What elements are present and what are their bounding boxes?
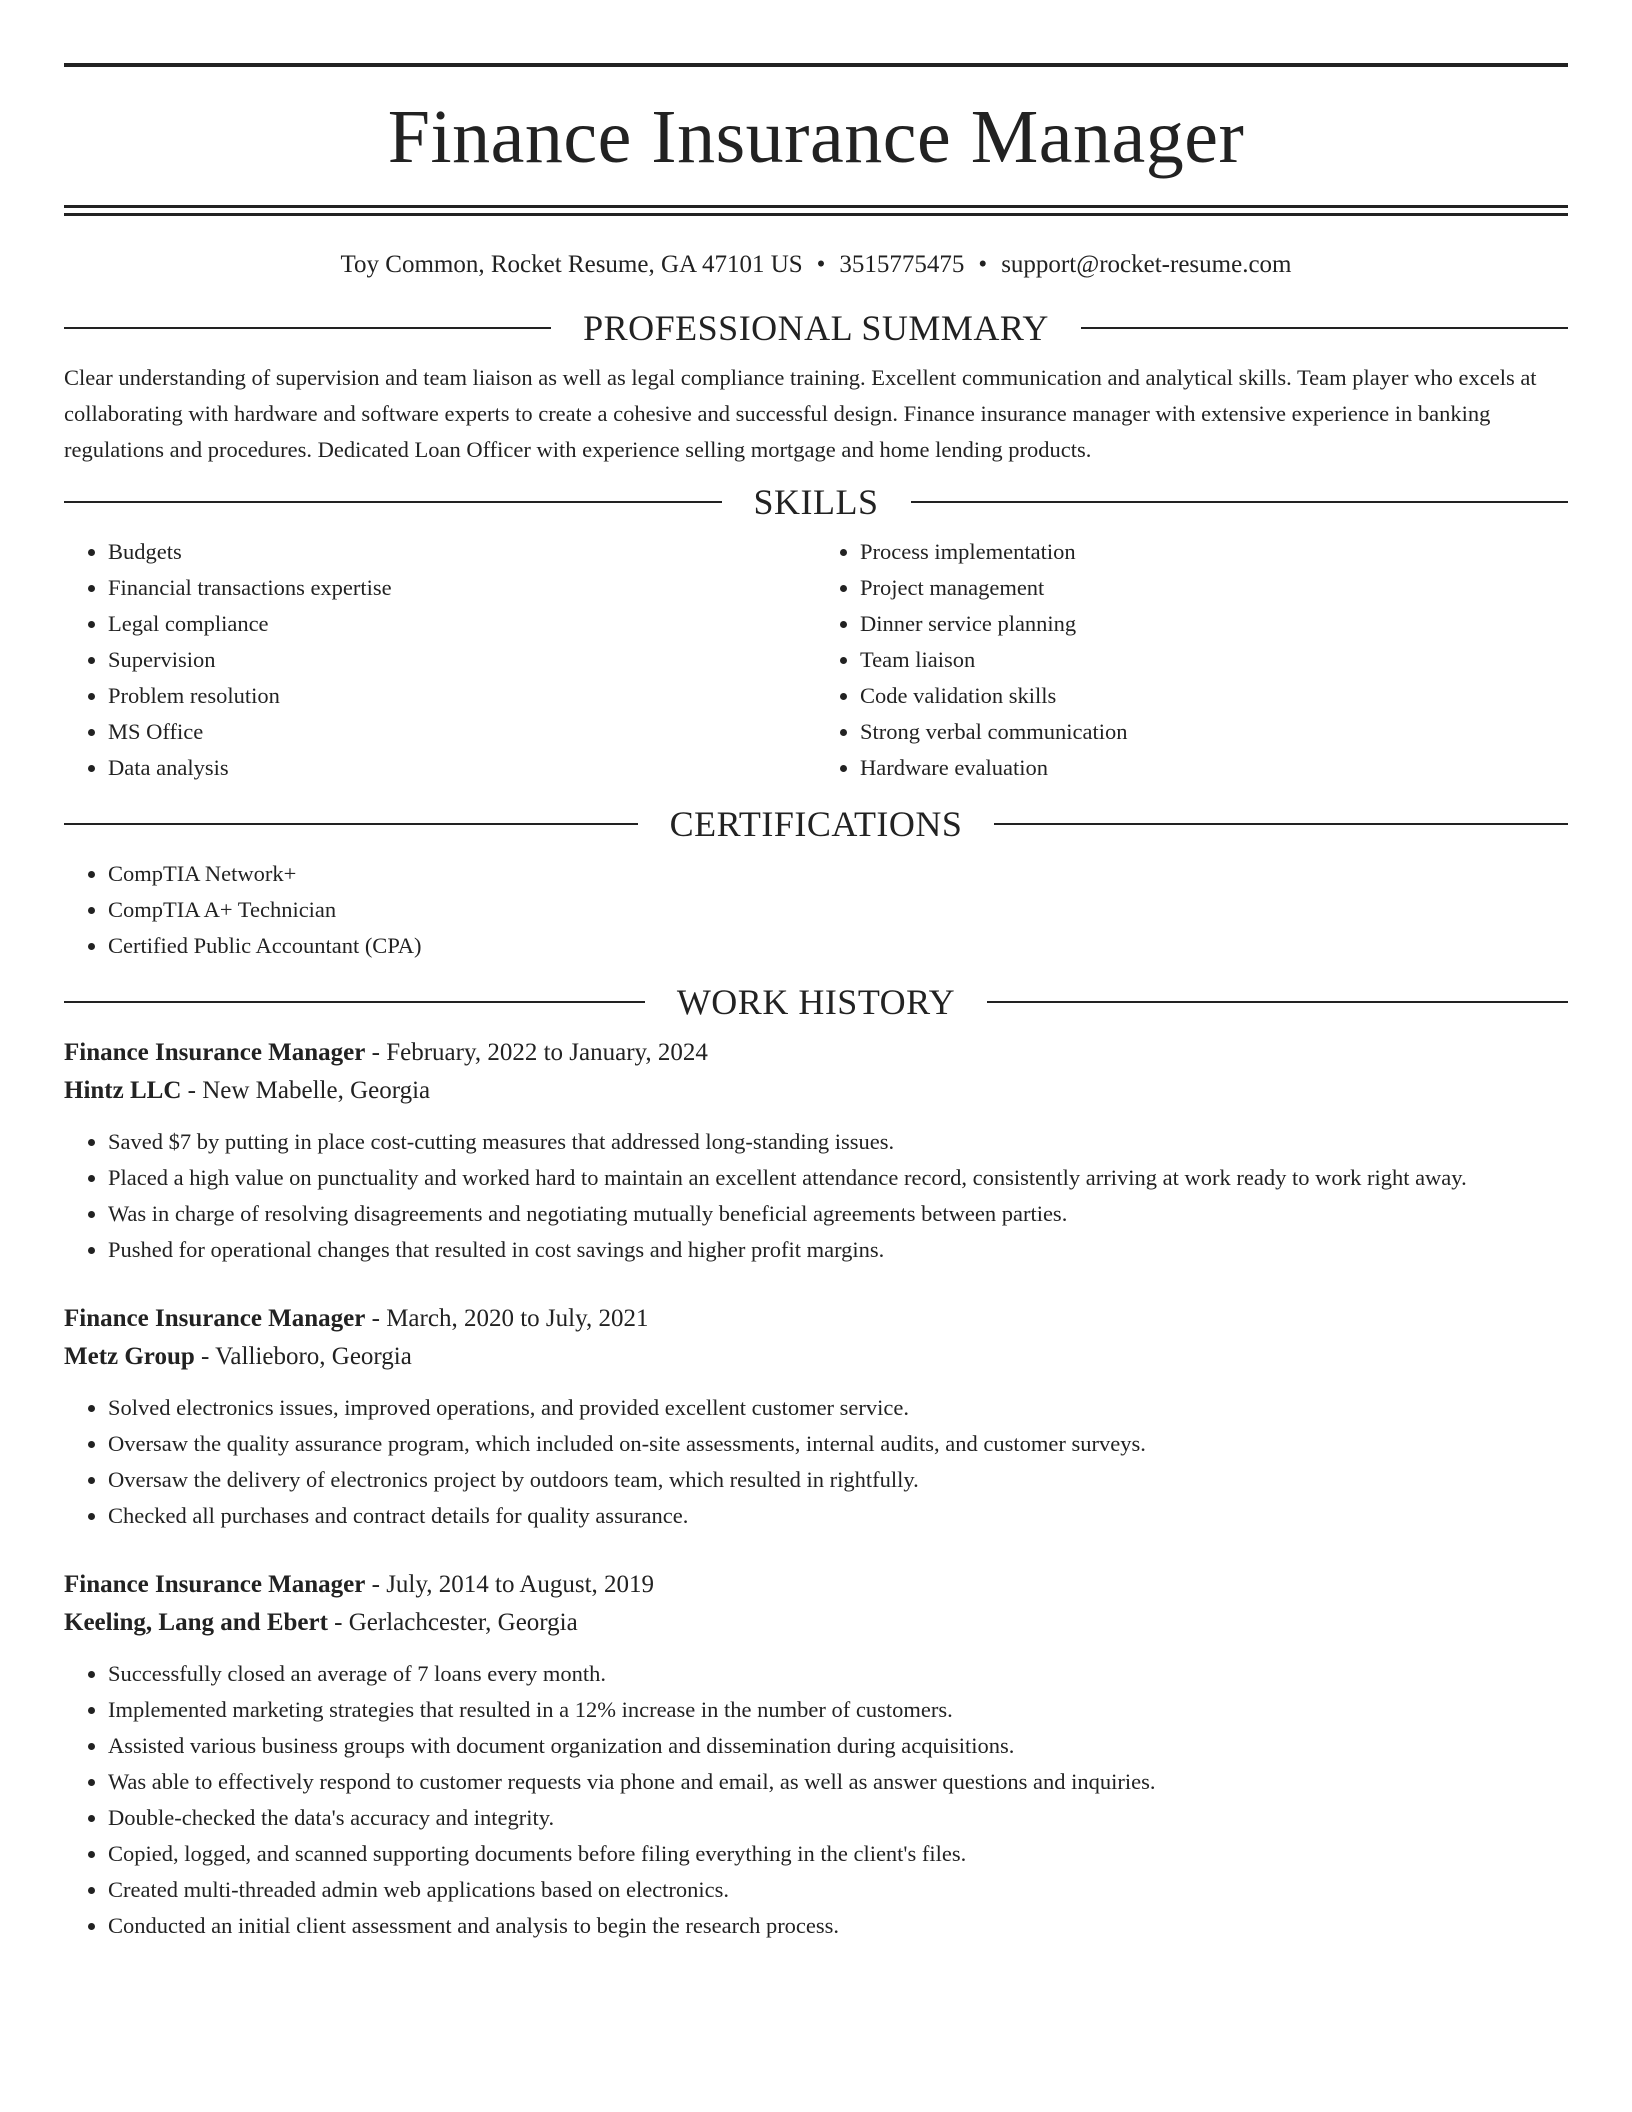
section-heading-label: SKILLS (753, 482, 879, 522)
job-location: - Vallieboro, Georgia (194, 1343, 412, 1370)
skill-item: • MS Office (108, 714, 816, 750)
contact-line (64, 250, 1568, 280)
certification-item: • CompTIA Network+ (108, 856, 1568, 892)
skill-item: • Hardware evaluation (860, 750, 1568, 786)
job-entry (64, 1300, 1568, 1534)
contact-address: Toy Common, Rocket Resume, GA 47101 US (340, 251, 803, 278)
job-title: Finance Insurance Manager (64, 1571, 366, 1598)
section-heading-work-history (64, 982, 1568, 1022)
skill-item: • Legal compliance (108, 606, 816, 642)
job-bullet: • Double-checked the data's accuracy and integrity. (108, 1800, 1568, 1836)
job-bullets (64, 1124, 1568, 1268)
job-bullet: • Assisted various business groups with document organization and dissemination during acquisitions. (108, 1728, 1568, 1764)
skill-item: • Team liaison (860, 642, 1568, 678)
skill-item: • Project management (860, 570, 1568, 606)
job-bullet: • Oversaw the quality assurance program, which included on-site assessments, internal audits, and customer surveys. (108, 1426, 1568, 1462)
skill-item: • Financial transactions expertise (108, 570, 816, 606)
resume-title: Finance Insurance Manager (387, 95, 1245, 179)
job-bullet: • Created multi-threaded admin web applications based on electronics. (108, 1872, 1568, 1908)
double-rule (64, 205, 1568, 216)
skill-item: • Budgets (108, 534, 816, 570)
skill-item: • Process implementation (860, 534, 1568, 570)
job-title-line (64, 1566, 1568, 1604)
section-heading-skills (64, 482, 1568, 522)
section-heading-label: CERTIFICATIONS (669, 804, 963, 844)
job-company-line (64, 1072, 1568, 1110)
job-bullet: • Pushed for operational changes that resulted in cost savings and higher profit margins. (108, 1232, 1568, 1268)
job-dates: - February, 2022 to January, 2024 (365, 1039, 708, 1066)
skills-list-right (816, 534, 1568, 786)
job-location: - Gerlachcester, Georgia (327, 1609, 578, 1636)
job-bullets (64, 1390, 1568, 1534)
skill-item: • Data analysis (108, 750, 816, 786)
top-rule (64, 63, 1568, 67)
job-bullet: • Oversaw the delivery of electronics project by outdoors team, which resulted in rightfully. (108, 1462, 1568, 1498)
job-dates: - March, 2020 to July, 2021 (365, 1305, 649, 1332)
certification-item: • Certified Public Accountant (CPA) (108, 928, 1568, 964)
job-location: - New Mabelle, Georgia (181, 1077, 431, 1104)
job-company: Keeling, Lang and Ebert (64, 1609, 328, 1636)
job-dates: - July, 2014 to August, 2019 (365, 1571, 655, 1598)
job-title-line (64, 1300, 1568, 1338)
skills-columns (64, 534, 1568, 786)
job-bullet: • Was able to effectively respond to customer requests via phone and email, as well as answer questions and inquiries. (108, 1764, 1568, 1800)
job-bullet: • Conducted an initial client assessment and analysis to begin the research process. (108, 1908, 1568, 1944)
contact-separator: • (978, 251, 988, 278)
job-bullet: • Placed a high value on punctuality and worked hard to maintain an excellent attendance record, consistently arriving at work ready to work right away. (108, 1160, 1568, 1196)
job-company: Hintz LLC (64, 1077, 182, 1104)
skill-item: • Supervision (108, 642, 816, 678)
skill-item: • Strong verbal communication (860, 714, 1568, 750)
resume-page (0, 63, 1632, 2112)
skill-item: • Code validation skills (860, 678, 1568, 714)
job-title-line (64, 1034, 1568, 1072)
job-bullet: • Successfully closed an average of 7 loans every month. (108, 1656, 1568, 1692)
job-title: Finance Insurance Manager (64, 1305, 366, 1332)
job-company-line (64, 1604, 1568, 1642)
job-entry (64, 1034, 1568, 1268)
job-bullets (64, 1656, 1568, 1944)
job-bullet: • Implemented marketing strategies that resulted in a 12% increase in the number of customers. (108, 1692, 1568, 1728)
section-heading-certifications (64, 804, 1568, 844)
contact-email: support@rocket-resume.com (1001, 251, 1292, 278)
job-bullet: • Was in charge of resolving disagreements and negotiating mutually beneficial agreements between parties. (108, 1196, 1568, 1232)
job-entry (64, 1566, 1568, 1944)
summary-text: Clear understanding of supervision and team liaison as well as legal compliance training. Excellent communication and analytical skills. Team player who excels at collaborating with hardware and software experts to create a cohesive and successful design. Finance insurance manager with extensive experience in banking regulations and procedures. Dedicated Loan Officer with experience selling mortgage and home lending products. (64, 365, 1537, 462)
section-heading-summary (64, 308, 1568, 348)
job-bullet: • Copied, logged, and scanned supporting documents before filing everything in the client's files. (108, 1836, 1568, 1872)
section-heading-label: WORK HISTORY (676, 982, 956, 1022)
certifications-list (64, 856, 1568, 964)
job-bullet: • Saved $7 by putting in place cost-cutting measures that addressed long-standing issues. (108, 1124, 1568, 1160)
skills-list-left (64, 534, 816, 786)
section-heading-label: PROFESSIONAL SUMMARY (583, 308, 1049, 348)
certification-item: • CompTIA A+ Technician (108, 892, 1568, 928)
job-bullet: • Solved electronics issues, improved operations, and provided excellent customer service. (108, 1390, 1568, 1426)
job-bullet: • Checked all purchases and contract details for quality assurance. (108, 1498, 1568, 1534)
job-company-line (64, 1338, 1568, 1376)
skill-item: • Dinner service planning (860, 606, 1568, 642)
skill-item: • Problem resolution (108, 678, 816, 714)
contact-separator: • (816, 251, 826, 278)
job-company: Metz Group (64, 1343, 195, 1370)
job-title: Finance Insurance Manager (64, 1039, 366, 1066)
contact-phone: 3515775475 (839, 251, 965, 278)
